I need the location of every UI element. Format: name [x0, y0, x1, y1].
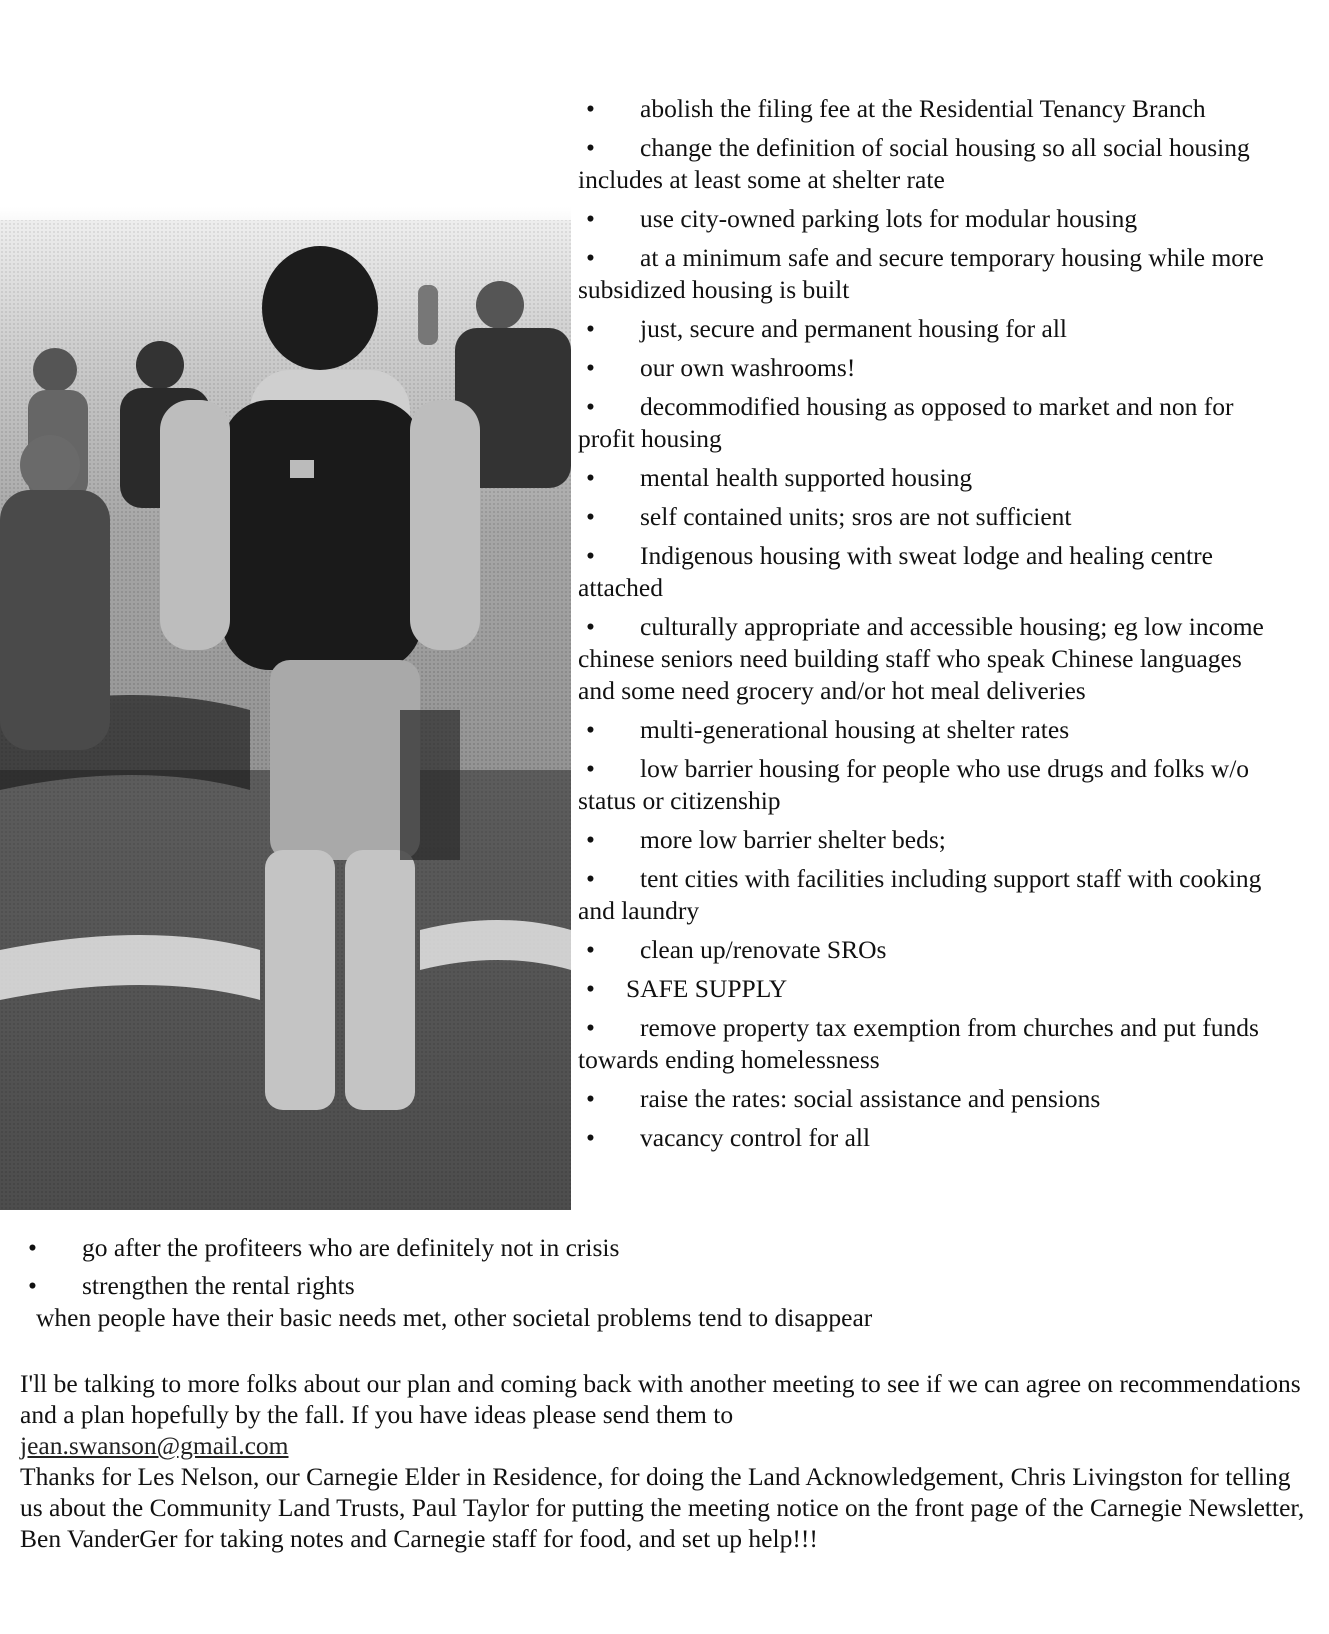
list-item: • self contained units; sros are not sufficient	[578, 501, 1268, 533]
list-item: • Indigenous housing with sweat lodge and healing centre attached	[578, 541, 1213, 602]
demands-list-right	[578, 93, 1268, 1161]
contact-text: I'll be talking to more folks about our plan and coming back with another meeting to see if we can agree on recommendations and a plan hopefully by the fall. If you have ideas please send them to	[20, 1369, 1301, 1429]
bullet-icon: •	[586, 935, 595, 964]
closing-paragraph	[20, 1368, 1310, 1554]
bullet-icon: •	[586, 825, 595, 854]
list-item: • change the definition of social housing so all social housing includes at least some at shelter rate	[578, 133, 1250, 194]
list-item: • multi-generational housing at shelter rates	[578, 714, 1268, 746]
bullet-icon: •	[586, 463, 595, 492]
list-item: • mental health supported housing	[578, 462, 1268, 494]
bullet-icon: •	[586, 1123, 595, 1152]
bullet-icon: •	[586, 1084, 595, 1113]
list-item: • decommodified housing as opposed to market and non for profit housing	[578, 392, 1234, 453]
list-item: • use city-owned parking lots for modular housing	[578, 203, 1268, 235]
list-item: • tent cities with facilities including support staff with cooking and laundry	[578, 864, 1262, 925]
bullet-icon: •	[586, 754, 595, 783]
list-item: • clean up/renovate SROs	[578, 934, 1268, 966]
list-item: • low barrier housing for people who use drugs and folks w/o status or citizenship	[578, 754, 1250, 815]
bullet-icon: •	[586, 133, 595, 162]
bullet-icon: •	[586, 715, 595, 744]
list-item: • remove property tax exemption from churches and put funds towards ending homelessness	[578, 1013, 1259, 1074]
meeting-photo	[0, 70, 571, 1210]
bullet-icon: •	[586, 243, 595, 272]
bullet-icon: •	[586, 864, 595, 893]
bullet-icon: •	[586, 353, 595, 382]
bullet-icon: •	[586, 541, 595, 570]
bullet-icon: •	[586, 314, 595, 343]
list-item: • more low barrier shelter beds;	[578, 824, 1268, 856]
list-item: • culturally appropriate and accessible housing; eg low income chinese seniors need building staff who speak Chinese languages and some need grocery and/or hot meal deliveries	[578, 612, 1264, 705]
bullet-icon: •	[586, 204, 595, 233]
bullet-icon: •	[586, 1013, 595, 1042]
demands-list-full-width	[20, 1232, 1310, 1308]
list-item: • at a minimum safe and secure temporary housing while more subsidized housing is built	[578, 243, 1264, 304]
bullet-icon: •	[586, 502, 595, 531]
list-item: • raise the rates: social assistance and pensions	[578, 1083, 1268, 1115]
email-link[interactable]: jean.swanson@gmail.com	[20, 1431, 289, 1460]
list-item: • go after the profiteers who are definitely not in crisis	[20, 1232, 1310, 1264]
list-item: • abolish the filing fee at the Residential Tenancy Branch	[578, 93, 1268, 125]
thanks-text: Thanks for Les Nelson, our Carnegie Elder in Residence, for doing the Land Acknowledgement, Chris Livingston for telling us about the Community Land Trusts, Paul Taylor for putting the meeting notice on the front page of the Carnegie Newsletter, Ben VanderGer for taking notes and Carnegie staff for food, and set up help!!!	[20, 1462, 1305, 1553]
bullet-icon: •	[586, 392, 595, 421]
bullet-icon: •	[586, 974, 595, 1003]
bullet-icon: •	[586, 612, 595, 641]
list-item: • SAFE SUPPLY	[578, 973, 1268, 1005]
bullet-icon: •	[28, 1233, 37, 1262]
list-item: • strengthen the rental rights	[20, 1270, 1310, 1302]
list-item: • just, secure and permanent housing for all	[578, 313, 1268, 345]
list-item: • vacancy control for all	[578, 1122, 1268, 1154]
closing-line: when people have their basic needs met, other societal problems tend to disappear	[36, 1303, 873, 1332]
list-item: • our own washrooms!	[578, 352, 1268, 384]
bullet-icon: •	[586, 94, 595, 123]
bullet-icon: •	[28, 1271, 37, 1300]
